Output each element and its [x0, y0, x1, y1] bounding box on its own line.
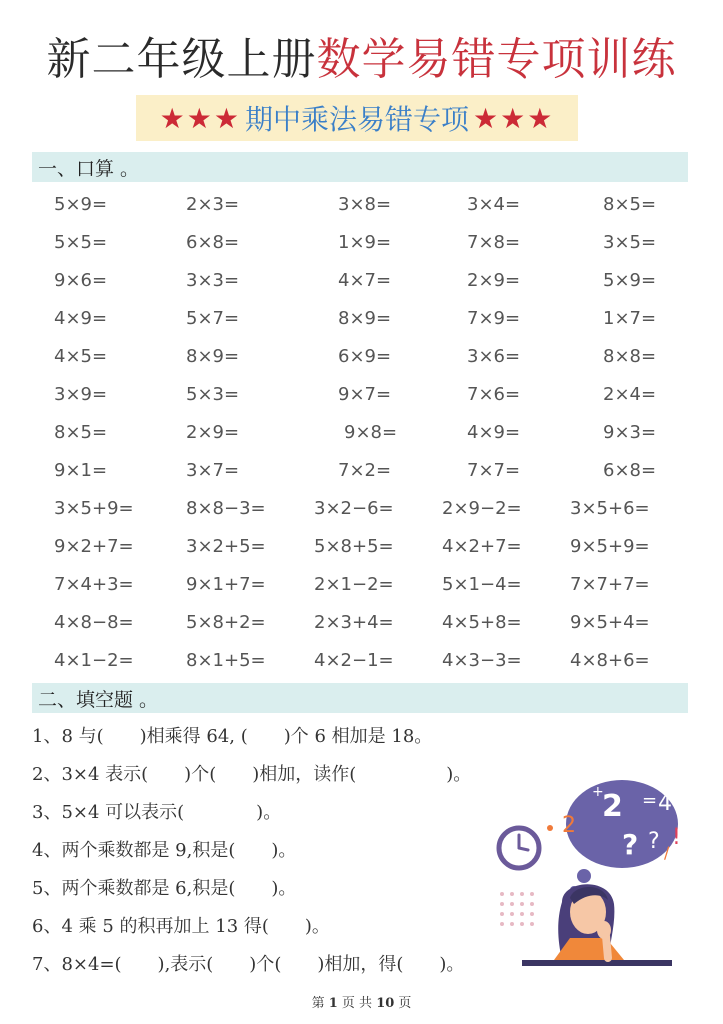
oral-problem: 9×1+7=	[186, 574, 266, 595]
oral-problem: 3×7=	[186, 460, 240, 481]
oral-problem: 7×6=	[467, 384, 521, 405]
oral-problem: 3×5+6=	[570, 498, 650, 519]
fill-question: 1、8 与( )相乘得 64, ( )个 6 相加是 18。	[32, 726, 433, 747]
section-heading-oral-text: 一、口算 。	[38, 157, 140, 180]
fill-question: 2、3×4 表示( )个( )相加，读作( )。	[32, 764, 472, 785]
oral-problem: 4×3−3=	[442, 650, 522, 671]
girl-icon	[554, 884, 624, 960]
oral-problem: 3×9=	[54, 384, 108, 405]
oral-row	[0, 262, 723, 300]
oral-problem: 3×3=	[186, 270, 240, 291]
fill-in-question-list	[32, 718, 502, 984]
oral-calculation-grid	[0, 186, 723, 680]
illustration-svg	[492, 772, 688, 970]
oral-problem: 2×3+4=	[314, 612, 394, 633]
oral-problem: 9×2+7=	[54, 536, 134, 557]
oral-problem: 3×2+5=	[186, 536, 266, 557]
oral-problem: 4×8+6=	[570, 650, 650, 671]
desk-icon	[522, 960, 672, 966]
subtitle: 期中乘法易错专项	[244, 103, 469, 136]
oral-row	[0, 376, 723, 414]
dot-pattern-icon	[500, 892, 534, 926]
oral-row	[0, 186, 723, 224]
svg-text:?: ?	[622, 828, 639, 861]
oral-row	[0, 528, 723, 566]
oral-row	[0, 338, 723, 376]
oral-problem: 3×5+9=	[54, 498, 134, 519]
oral-problem: 9×6=	[54, 270, 108, 291]
oral-problem: 9×7=	[338, 384, 392, 405]
oral-problem: 4×9=	[467, 422, 521, 443]
oral-row	[0, 224, 723, 262]
oral-problem: 6×8=	[186, 232, 240, 253]
oral-problem: 8×5=	[54, 422, 108, 443]
footer-suffix: 页	[398, 996, 412, 1011]
exclamation-icon: !	[672, 825, 681, 850]
oral-problem: 2×9=	[186, 422, 240, 443]
oral-problem: 3×8=	[338, 194, 392, 215]
star-icons-left: ★★★	[159, 101, 241, 135]
oral-problem: 5×9=	[54, 194, 108, 215]
oral-problem: 6×8=	[603, 460, 657, 481]
oral-problem: 1×9=	[338, 232, 392, 253]
oral-row	[0, 300, 723, 338]
oral-problem: 4×2−1=	[314, 650, 394, 671]
oral-problem: 8×9=	[338, 308, 392, 329]
oral-problem: 5×1−4=	[442, 574, 522, 595]
oral-problem: 5×8+2=	[186, 612, 266, 633]
oral-row	[0, 642, 723, 680]
oral-problem: 7×4+3=	[54, 574, 134, 595]
oral-problem: 5×5=	[54, 232, 108, 253]
oral-problem: 4×5=	[54, 346, 108, 367]
oral-problem: 3×5=	[603, 232, 657, 253]
oral-problem: 4×2+7=	[442, 536, 522, 557]
title-part-2: 数学易错专项训练	[316, 34, 677, 85]
oral-problem: 2×9−2=	[442, 498, 522, 519]
oral-problem: 5×7=	[186, 308, 240, 329]
oral-problem: 5×3=	[186, 384, 240, 405]
fill-question: 7、8×4=( ),表示( )个( )相加，得( )。	[32, 954, 465, 975]
footer-middle: 页 共	[341, 996, 373, 1011]
oral-problem: 8×1+5=	[186, 650, 266, 671]
svg-text:4: 4	[658, 791, 672, 816]
page-footer	[0, 992, 723, 1011]
oral-problem: 2×4=	[603, 384, 657, 405]
oral-problem: 4×9=	[54, 308, 108, 329]
oral-problem: 6×9=	[338, 346, 392, 367]
fill-question: 6、4 乘 5 的积再加上 13 得( )。	[32, 916, 330, 937]
svg-text:+: +	[592, 784, 604, 800]
page-title	[0, 32, 723, 88]
section-heading-fill	[32, 683, 688, 713]
oral-problem: 9×5+9=	[570, 536, 650, 557]
oral-problem: 4×5+8=	[442, 612, 522, 633]
oral-problem: 9×1=	[54, 460, 108, 481]
fill-question: 4、两个乘数都是 9,积是( )。	[32, 840, 297, 861]
oral-problem: 9×3=	[603, 422, 657, 443]
footer-total-pages: 10	[376, 996, 395, 1011]
oral-problem: 4×7=	[338, 270, 392, 291]
svg-text:2: 2	[602, 789, 623, 824]
svg-text:?: ?	[648, 829, 660, 854]
svg-text:/: /	[664, 843, 670, 862]
oral-row	[0, 566, 723, 604]
oral-problem: 3×2−6=	[314, 498, 394, 519]
oral-problem: 3×4=	[467, 194, 521, 215]
clock-icon	[499, 828, 539, 868]
oral-problem: 4×8−8=	[54, 612, 134, 633]
number-2-icon: 2	[562, 813, 576, 838]
footer-page-number: 1	[328, 996, 338, 1011]
oral-problem: 2×9=	[467, 270, 521, 291]
oral-row	[0, 414, 723, 452]
thought-bubble-icon	[566, 780, 678, 894]
thinking-girl-illustration	[492, 772, 688, 970]
oral-problem: 7×9=	[467, 308, 521, 329]
title-part-1: 新二年级上册	[46, 34, 317, 85]
oral-problem: 4×1−2=	[54, 650, 134, 671]
oral-problem: 8×8=	[603, 346, 657, 367]
footer-prefix: 第	[311, 996, 325, 1011]
oral-problem: 9×5+4=	[570, 612, 650, 633]
oral-problem: 7×7=	[467, 460, 521, 481]
oral-problem: 1×7=	[603, 308, 657, 329]
fill-question: 3、5×4 可以表示( )。	[32, 802, 282, 823]
oral-problem: 3×6=	[467, 346, 521, 367]
fill-question: 5、两个乘数都是 6,积是( )。	[32, 878, 297, 899]
oral-problem: 8×9=	[186, 346, 240, 367]
oral-problem: 7×8=	[467, 232, 521, 253]
oral-problem: 5×8+5=	[314, 536, 394, 557]
oral-problem: 2×1−2=	[314, 574, 394, 595]
oral-row	[0, 452, 723, 490]
star-icons-right: ★★★	[473, 101, 555, 135]
section-heading-oral	[32, 152, 688, 182]
oral-problem: 7×7+7=	[570, 574, 650, 595]
svg-text:=: =	[642, 790, 658, 811]
oral-row	[0, 604, 723, 642]
oral-problem: 8×5=	[603, 194, 657, 215]
oral-problem: 9×8=	[344, 422, 398, 443]
oral-problem: 2×3=	[186, 194, 240, 215]
subtitle-banner	[136, 95, 578, 141]
oral-problem: 8×8−3=	[186, 498, 266, 519]
oral-row	[0, 490, 723, 528]
section-heading-fill-text: 二、填空题 。	[38, 688, 159, 711]
oral-problem: 5×9=	[603, 270, 657, 291]
oral-problem: 7×2=	[338, 460, 392, 481]
